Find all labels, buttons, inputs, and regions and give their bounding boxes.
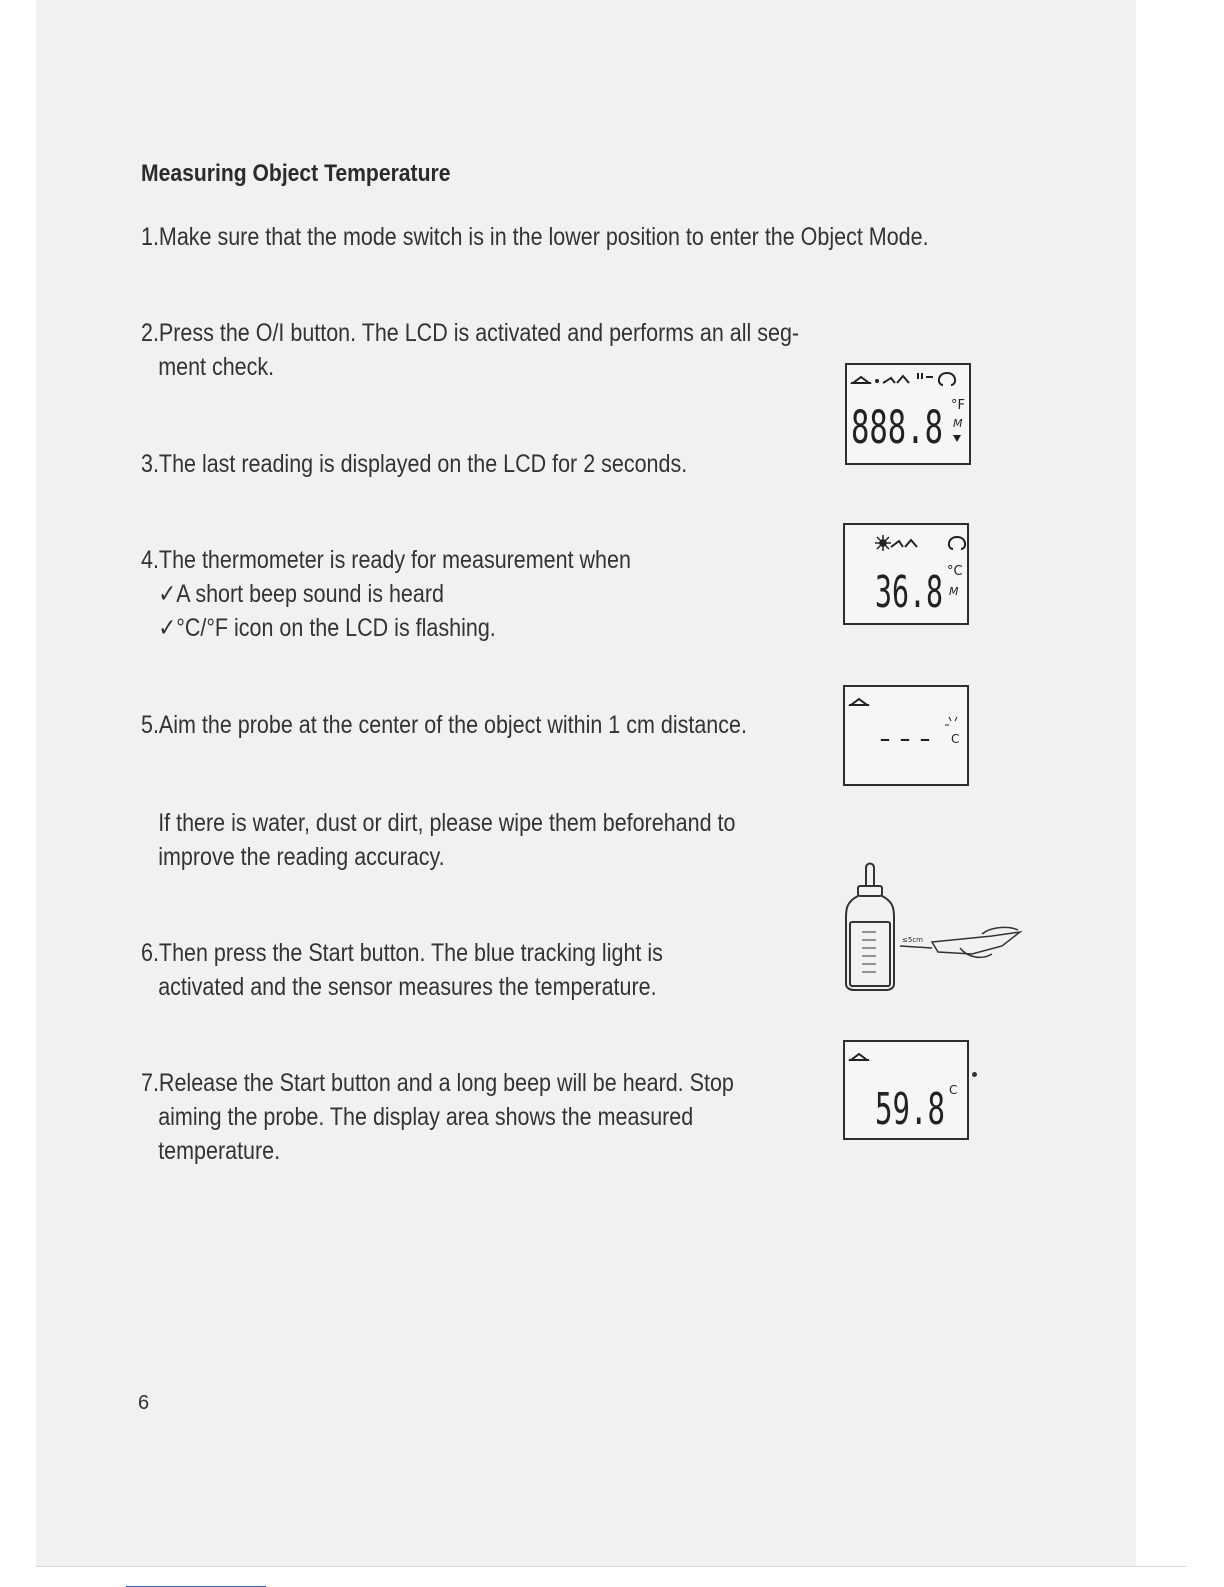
lcd-ready-unit: C xyxy=(951,732,960,746)
lcd-all-segments-digits: 888.8 xyxy=(851,401,943,454)
object-mode-icon xyxy=(849,699,869,705)
lcd-all-segments-memory: M xyxy=(953,417,963,430)
object-mode-icon xyxy=(849,1054,869,1060)
lcd-last-reading-graphic xyxy=(845,525,967,623)
sun-icon xyxy=(875,379,879,383)
lcd-last-reading-unit: °C xyxy=(947,564,963,579)
baby-bottle-icon xyxy=(846,864,894,991)
bottle-measurement-illustration xyxy=(842,862,1032,992)
lcd-all-segments-graphic xyxy=(847,365,969,463)
step-4: 4.The thermometer is ready for measurement when ✓A short beep sound is heard ✓°C/°F icon on the LCD is flashing. xyxy=(141,543,631,645)
check-icon: ✓ xyxy=(158,580,177,608)
sun-icon xyxy=(875,535,891,551)
step-6: 6.Then press the Start button. The blue tracking light is activated and the sensor measures the temperature. xyxy=(141,939,663,1001)
check-icon: ✓ xyxy=(158,614,177,642)
lcd-last-reading xyxy=(843,523,969,625)
distance-label: ≤5cm xyxy=(902,936,923,944)
lcd-measured-unit: C xyxy=(949,1083,958,1097)
lcd-ready-dashes: --- xyxy=(875,724,935,754)
step-3: 3.The last reading is displayed on the LCD for 2 seconds. xyxy=(141,450,688,478)
page-number: 6 xyxy=(138,1392,150,1414)
lcd-last-reading-digits: 36.8 xyxy=(875,567,943,618)
lcd-measured-digits: 59.8 xyxy=(875,1084,945,1135)
baby-icon xyxy=(891,541,903,547)
flashing-unit-icon xyxy=(945,717,957,725)
step-5-note: If there is water, dust or dirt, please wipe them beforehand to improve the reading accuracy. xyxy=(158,809,736,871)
object-mode-icon xyxy=(851,377,871,383)
lcd-measured xyxy=(843,1040,969,1140)
baby-icon xyxy=(883,378,895,383)
head-icon xyxy=(905,540,917,547)
lcd-all-segments-unit: °F xyxy=(951,398,965,413)
degree-dot-icon xyxy=(972,1072,977,1077)
step-2: 2.Press the O/I button. The LCD is activated and performs an all seg- ment check. xyxy=(141,319,800,381)
lcd-ready xyxy=(843,685,969,786)
lcd-last-reading-memory: M xyxy=(949,585,959,598)
section-title: Measuring Object Temperature xyxy=(141,160,451,187)
head-icon xyxy=(897,376,909,383)
lcd-measured-graphic xyxy=(845,1042,967,1138)
lcd-all-segments xyxy=(845,363,971,465)
step-7: 7.Release the Start button and a long beep will be heard. Stop aiming the probe. The display area shows the measured temperature. xyxy=(141,1069,734,1165)
page-edge xyxy=(36,1566,1186,1567)
bullet-icon-flashing: ✓°C/°F icon on the LCD is flashing. xyxy=(158,614,496,642)
step-5: 5.Aim the probe at the center of the object within 1 cm distance. xyxy=(141,711,747,739)
bullet-beep: ✓A short beep sound is heard xyxy=(158,580,444,608)
down-arrow-icon xyxy=(953,435,961,442)
lcd-ready-graphic xyxy=(845,687,967,784)
step-1: 1.Make sure that the mode switch is in the lower position to enter the Object Mode. xyxy=(141,223,929,251)
